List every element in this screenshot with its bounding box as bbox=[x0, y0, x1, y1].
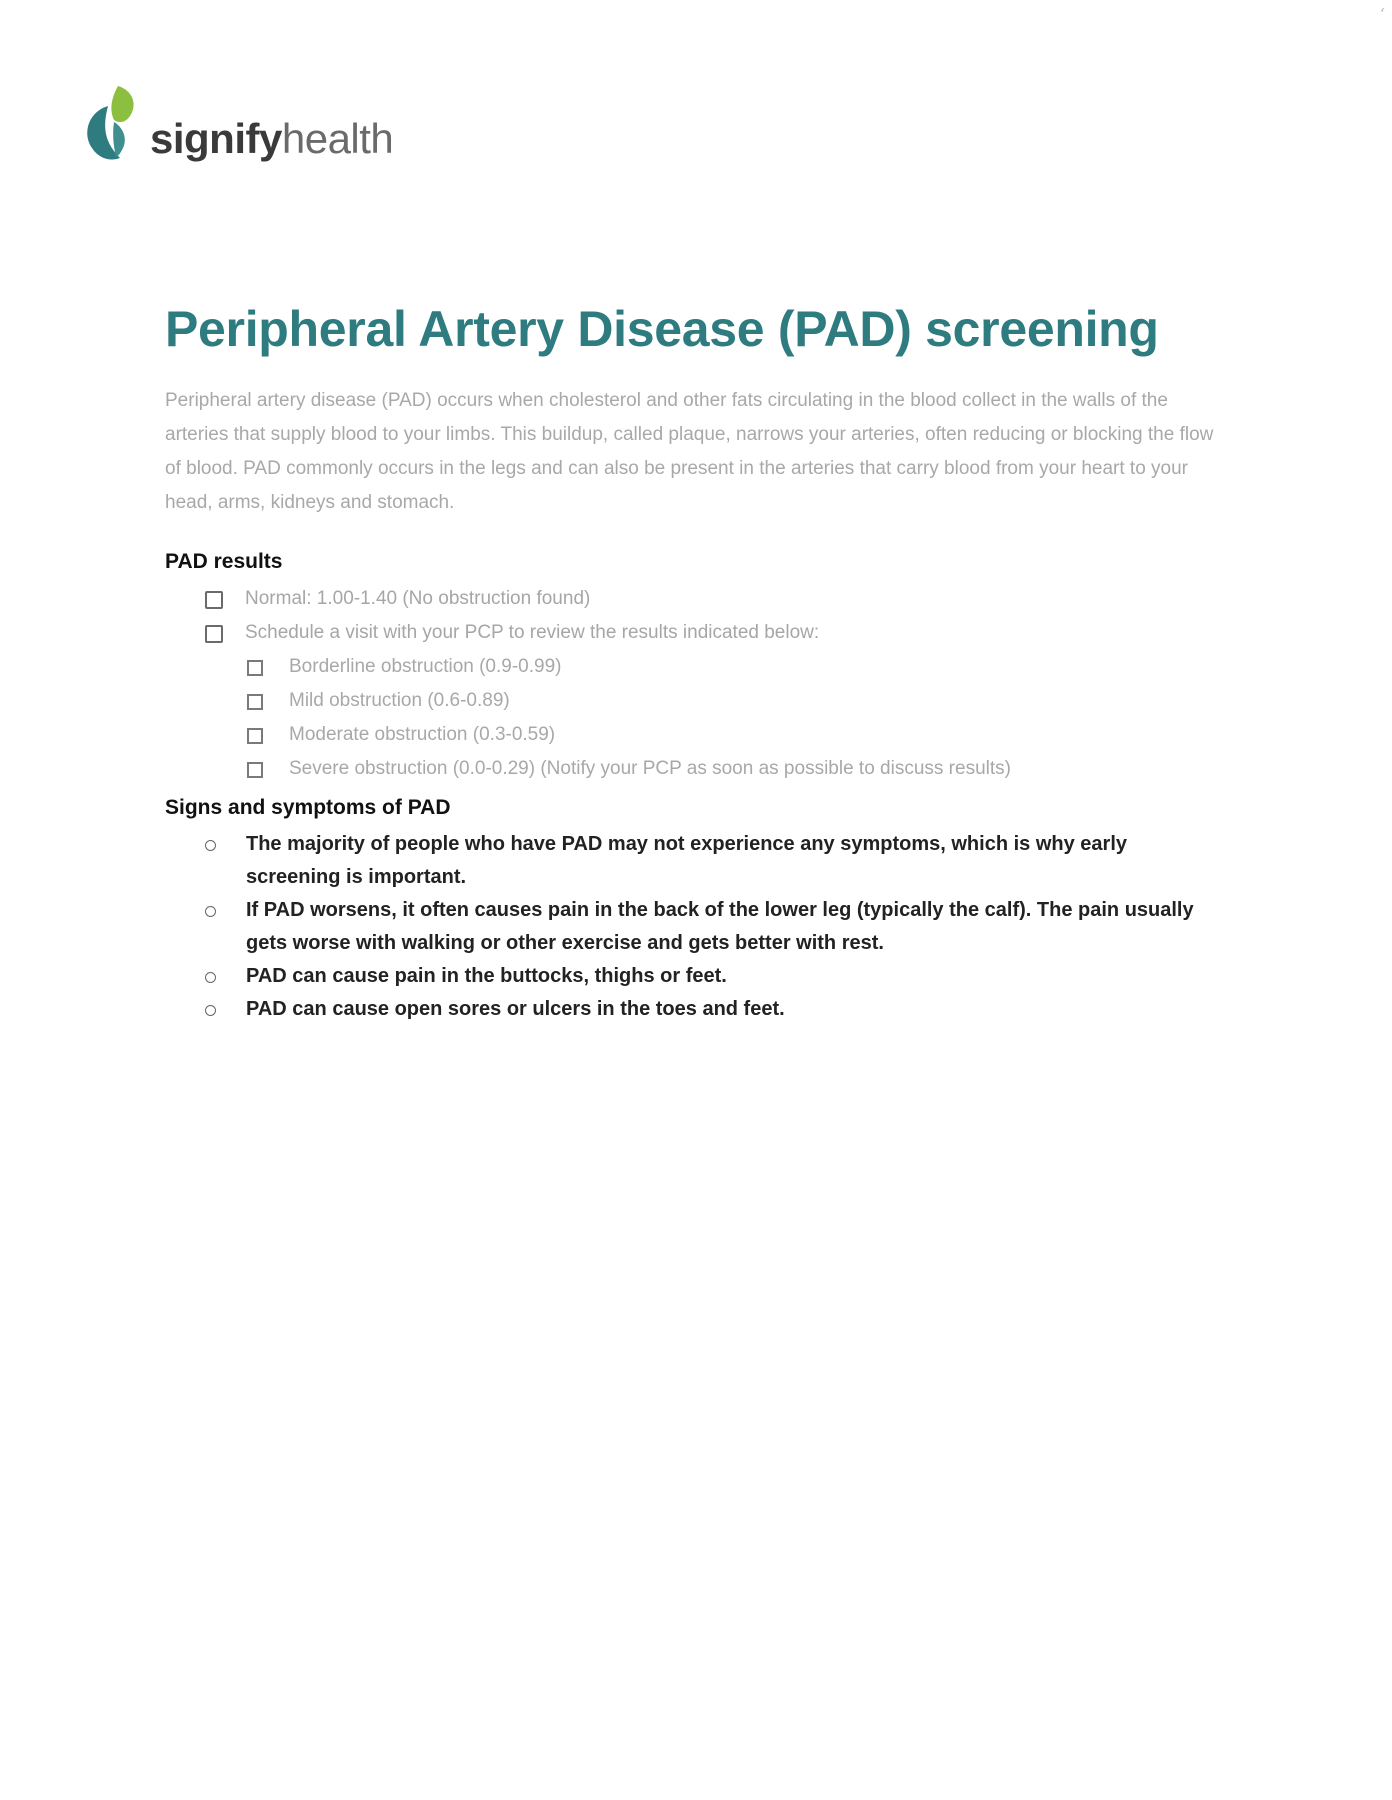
symptom-item bbox=[205, 960, 1245, 993]
sub-item-label: Borderline obstruction (0.9-0.99) bbox=[289, 656, 562, 677]
corner-scan-mark: ʻ bbox=[1373, 4, 1387, 24]
sub-item-severe bbox=[247, 752, 1245, 786]
symptom-label: If PAD worsens, it often causes pain in the back of the lower leg (typically the calf). The pain usually gets worse with walking or other exercise and gets better with rest. bbox=[246, 899, 1194, 954]
checkbox-icon[interactable] bbox=[247, 762, 263, 778]
results-heading: PAD results bbox=[165, 550, 283, 573]
sub-item-label: Severe obstruction (0.0-0.29) (Notify your PCP as soon as possible to discuss results) bbox=[289, 758, 1011, 779]
logo-wordmark bbox=[150, 115, 394, 162]
bullet-icon bbox=[205, 972, 216, 983]
obstruction-levels-list bbox=[165, 650, 1245, 786]
signify-health-logo bbox=[80, 82, 393, 164]
symptom-label: PAD can cause pain in the buttocks, thighs or feet. bbox=[246, 965, 727, 987]
symptom-item bbox=[205, 894, 1245, 960]
bullet-icon bbox=[205, 1005, 216, 1016]
checkbox-icon[interactable] bbox=[205, 591, 223, 609]
sub-item-borderline bbox=[247, 650, 1245, 684]
sub-item-mild bbox=[247, 684, 1245, 718]
symptom-item bbox=[205, 993, 1245, 1026]
result-item-schedule-visit bbox=[205, 616, 1245, 650]
symptoms-heading: Signs and symptoms of PAD bbox=[165, 796, 451, 819]
intro-paragraph: Peripheral artery disease (PAD) occurs when cholesterol and other fats circulating in the blood collect in the walls of the arteries that supply blood to your limbs. This buildup, called plaque, narrows your arteries, often reducing or blocking the flow of blood. PAD commonly occurs in the legs and can also be present in the arteries that carry blood from your heart to your head, arms, kidneys and stomach. bbox=[165, 390, 1214, 513]
signify-leaf-icon bbox=[80, 82, 148, 164]
symptom-label: The majority of people who have PAD may not experience any symptoms, which is why early screening is important. bbox=[246, 833, 1127, 888]
checkbox-icon[interactable] bbox=[247, 728, 263, 744]
result-label: Normal: 1.00-1.40 (No obstruction found) bbox=[245, 588, 591, 609]
symptoms-list bbox=[165, 828, 1245, 1026]
result-label: Schedule a visit with your PCP to review the results indicated below: bbox=[245, 622, 820, 643]
document-content bbox=[165, 300, 1245, 1026]
symptom-item bbox=[205, 828, 1245, 894]
checkbox-icon[interactable] bbox=[247, 694, 263, 710]
result-item-normal bbox=[205, 582, 1245, 616]
checkbox-icon[interactable] bbox=[247, 660, 263, 676]
sub-item-moderate bbox=[247, 718, 1245, 752]
page-title: Peripheral Artery Disease (PAD) screening bbox=[165, 301, 1159, 357]
sub-item-label: Moderate obstruction (0.3-0.59) bbox=[289, 724, 556, 745]
bullet-icon bbox=[205, 906, 216, 917]
sub-item-label: Mild obstruction (0.6-0.89) bbox=[289, 690, 510, 711]
checkbox-icon[interactable] bbox=[205, 625, 223, 643]
symptom-label: PAD can cause open sores or ulcers in the toes and feet. bbox=[246, 998, 785, 1020]
bullet-icon bbox=[205, 840, 216, 851]
results-list bbox=[165, 582, 1245, 650]
logo-text-health: health bbox=[281, 115, 394, 162]
logo-text-signify: signify bbox=[150, 115, 282, 162]
